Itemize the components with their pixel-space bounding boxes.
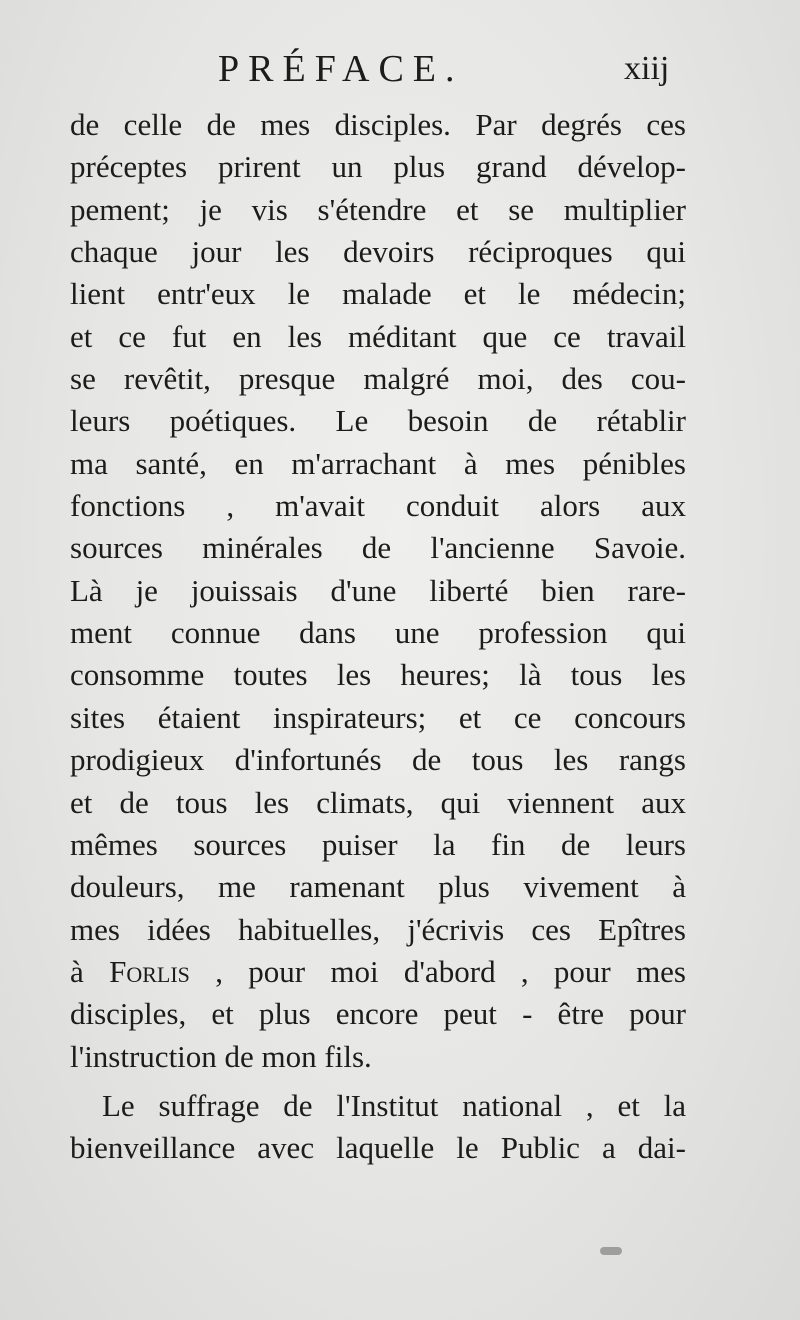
text-line: bienveillance avec laquelle le Public a dai- — [70, 1130, 686, 1166]
text-line: mêmes sources puiser la fin de leurs — [70, 826, 686, 862]
text-line: mes idées habituelles, j'écrivis ces Epîtres — [70, 911, 686, 947]
body-text — [70, 104, 686, 1170]
text-line: sites étaient inspirateurs; et ce concours — [70, 699, 686, 735]
ink-speck — [600, 1247, 622, 1255]
text-line: prodigieux d'infortunés de tous les rangs — [70, 742, 686, 778]
text-line-forlis — [70, 951, 686, 993]
paragraph-gap — [70, 1078, 686, 1085]
page-number: xiij — [624, 50, 670, 87]
text-line: consomme toutes les heures; là tous les — [70, 657, 686, 693]
name-forlis: Forlis — [109, 953, 190, 989]
page-header — [0, 44, 800, 94]
running-title: PRÉFACE. — [218, 48, 464, 90]
text-line: de celle de mes disciples. Par degrés ces — [70, 107, 686, 142]
text-fragment: , pour moi d'abord , pour mes — [189, 953, 686, 989]
text-line: Là je jouissais d'une liberté bien rare- — [70, 572, 686, 608]
text-line: et de tous les climats, qui viennent aux — [70, 784, 686, 820]
text-line: pement; je vis s'étendre et se multiplier — [70, 191, 686, 227]
text-line: Le suffrage de l'Institut national , et la — [102, 1087, 686, 1123]
text-line: ma santé, en m'arrachant à mes pénibles — [70, 445, 686, 481]
text-line: et ce fut en les méditant que ce travail — [70, 318, 686, 354]
text-line: l'instruction de mon fils. — [70, 1038, 372, 1074]
text-line: sources minérales de l'ancienne Savoie. — [70, 530, 686, 566]
text-line: disciples, et plus encore peut - être pour — [70, 996, 686, 1032]
text-line: lient entr'eux le malade et le médecin; — [70, 276, 686, 312]
text-line: douleurs, me ramenant plus vivement à — [70, 869, 686, 905]
text-line: fonctions , m'avait conduit alors aux — [70, 488, 686, 524]
text-line: chaque jour les devoirs réciproques qui — [70, 234, 686, 270]
text-fragment: à — [70, 953, 110, 989]
text-line: leurs poétiques. Le besoin de rétablir — [70, 403, 686, 439]
text-line: ment connue dans une profession qui — [70, 615, 686, 651]
text-line: se revêtit, presque malgré moi, des cou- — [70, 361, 686, 397]
text-line: préceptes prirent un plus grand dévelop- — [70, 149, 686, 185]
